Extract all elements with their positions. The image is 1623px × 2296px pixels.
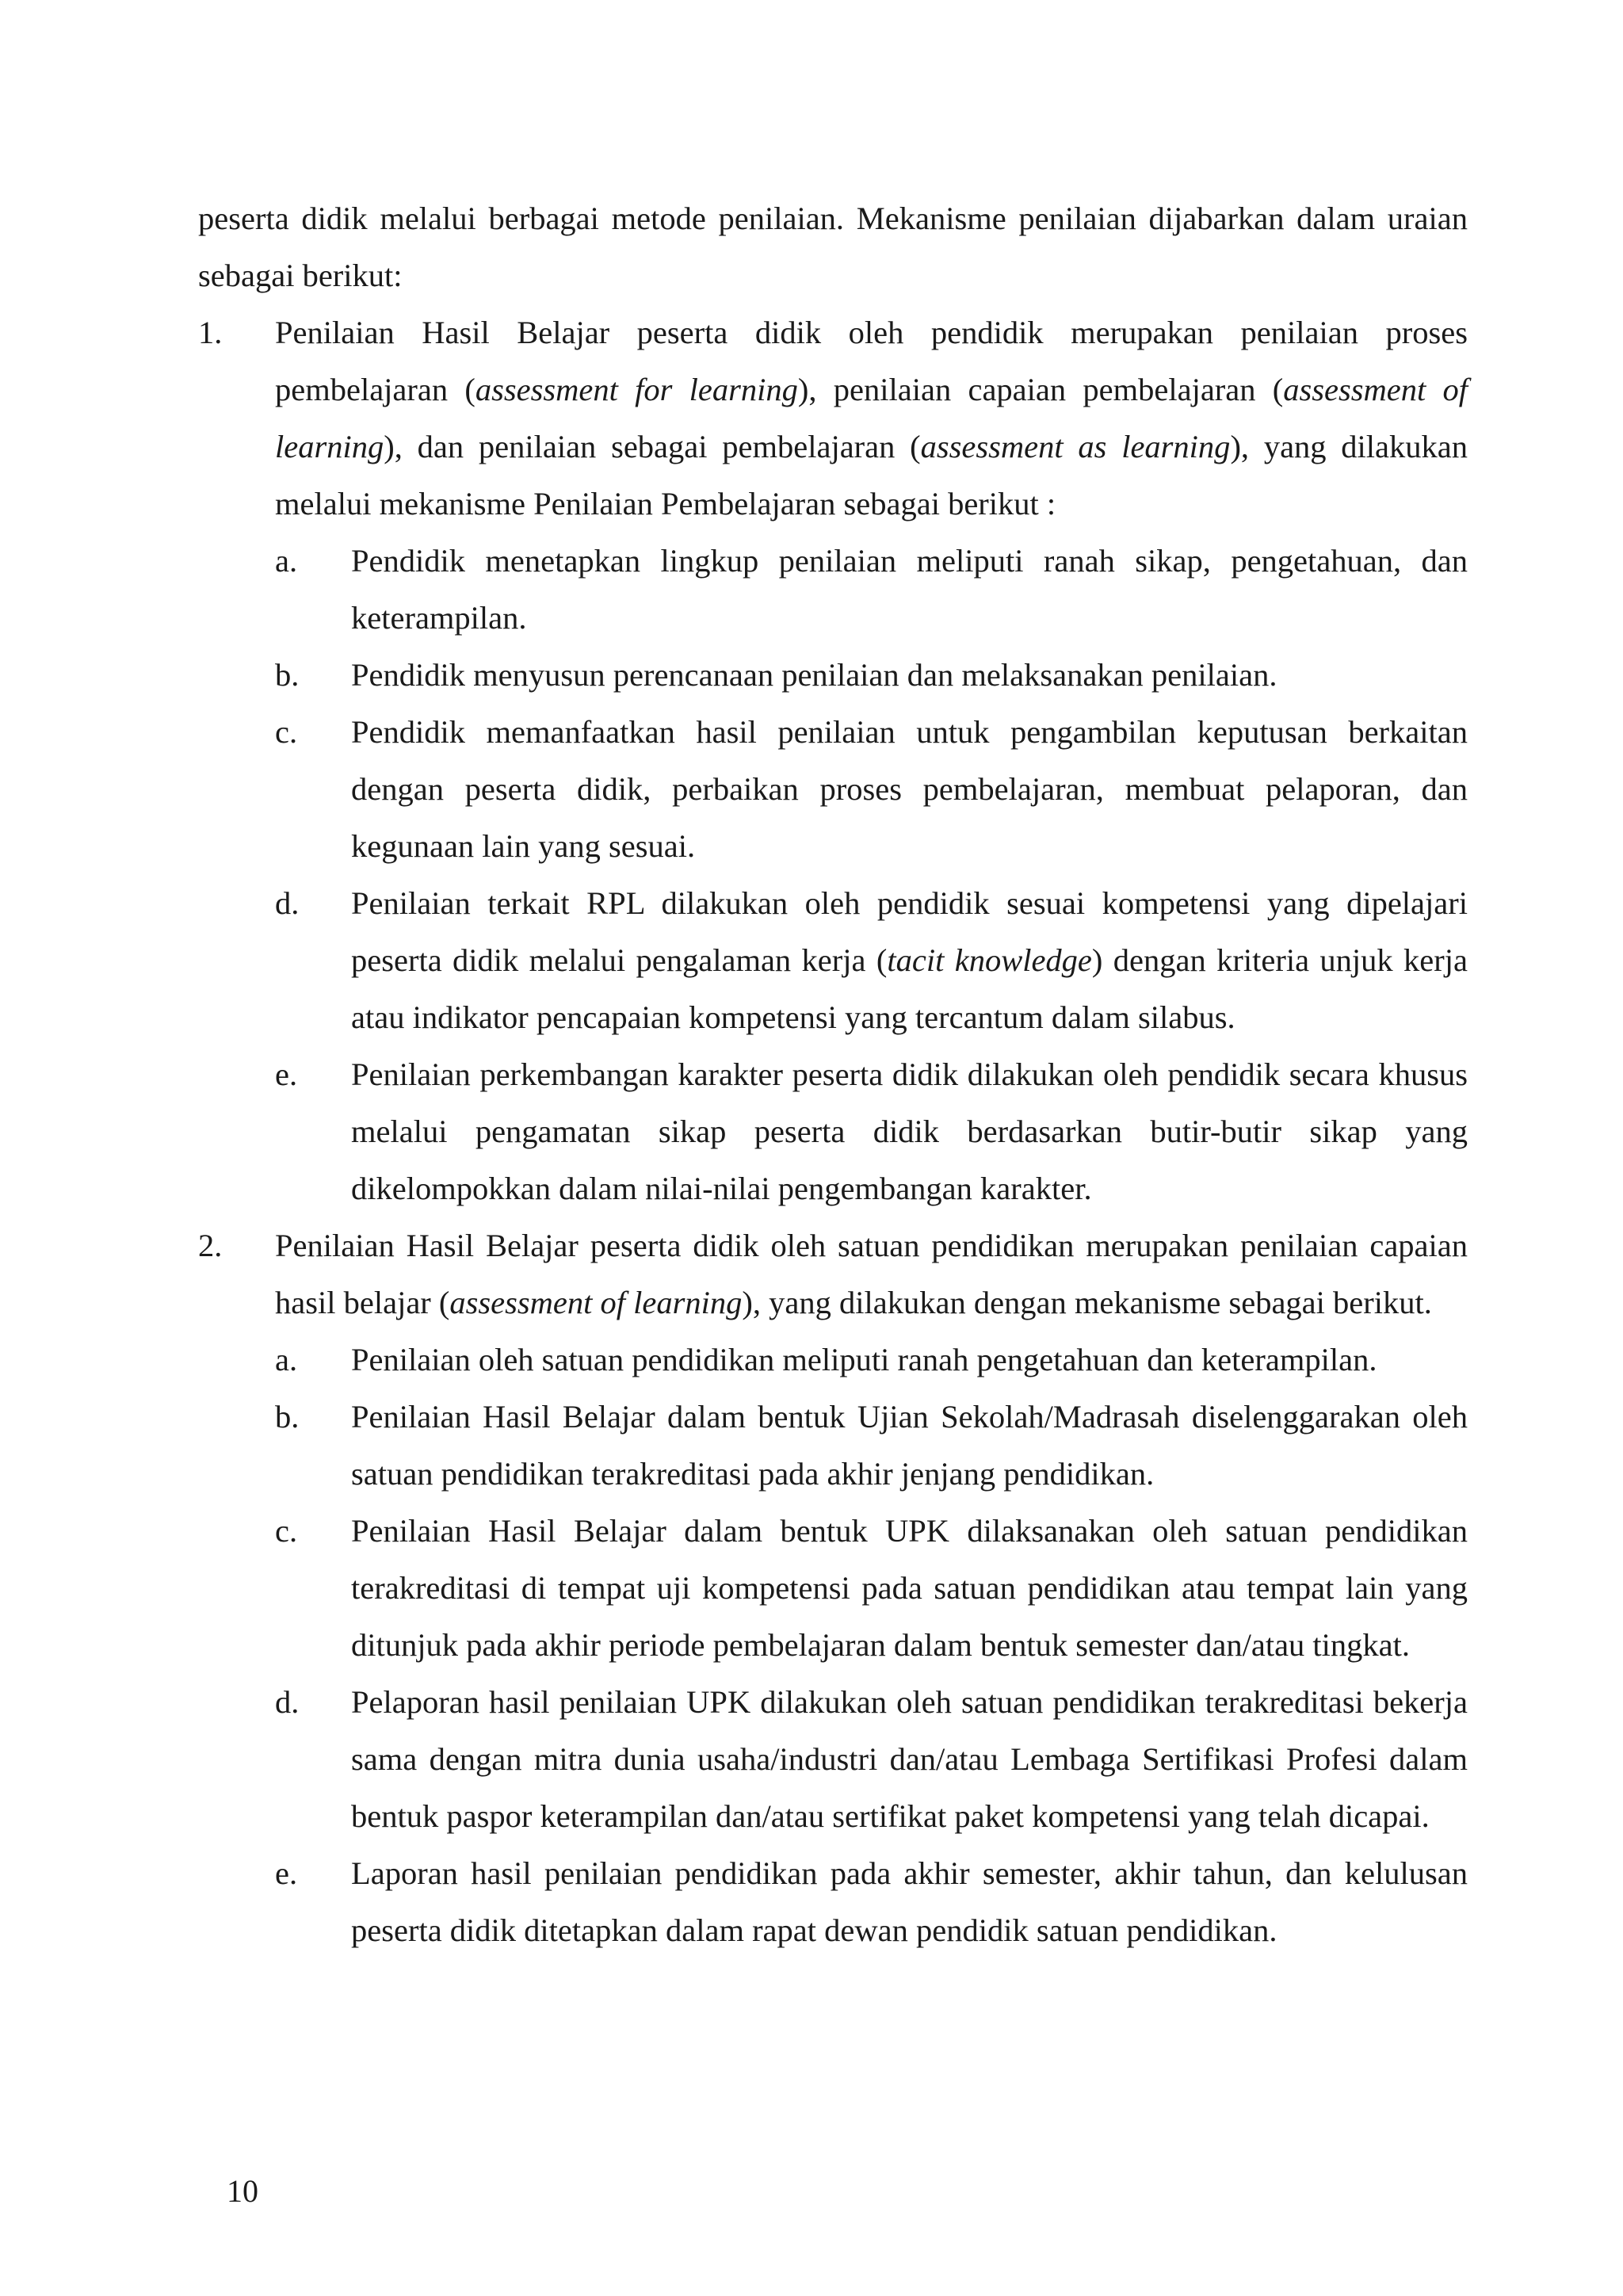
list-marker: 2. xyxy=(198,1228,223,1263)
list-item-2 xyxy=(198,1217,1468,1959)
sub-item-b xyxy=(275,647,1468,704)
sub-item-c xyxy=(275,1503,1468,1674)
sub-item-e xyxy=(275,1046,1468,1217)
sub-item-text: Penilaian terkait RPL dilakukan oleh pendidik sesuai kompetensi yang dipelajari peserta didik melalui pengalaman kerja (tacit knowledge) dengan kriteria unjuk kerja atau indikator pencapaian kompetensi yang tercantum dalam silabus. xyxy=(351,885,1468,1035)
sub-item-d xyxy=(275,875,1468,1046)
intro-paragraph: peserta didik melalui berbagai metode penilaian. Mekanisme penilaian dijabarkan dalam uraian sebagai berikut: xyxy=(198,201,1468,293)
sub-marker: d. xyxy=(275,885,300,921)
list-item-1 xyxy=(198,304,1468,1217)
sub-item-a xyxy=(275,533,1468,647)
list-marker: 1. xyxy=(198,315,223,350)
sub-marker: b. xyxy=(275,657,300,693)
sub-list xyxy=(275,1331,1468,1959)
sub-marker: e. xyxy=(275,1056,298,1092)
list-item-text: Penilaian Hasil Belajar peserta didik oleh pendidik merupakan penilaian proses pembelajaran (assessment for learning), penilaian capaian pembelajaran (assessment of learning), dan penilaian sebagai pembelajaran (assessment as learning), yang dilakukan melalui mekanisme Penilaian Pembelajaran sebagai berikut : xyxy=(275,315,1468,521)
sub-item-c xyxy=(275,704,1468,875)
sub-item-text: Pelaporan hasil penilaian UPK dilakukan oleh satuan pendidikan terakreditasi bekerja sama dengan mitra dunia usaha/industri dan/atau Lembaga Sertifikasi Profesi dalam bentuk paspor keterampilan dan/atau sertifikat paket kompetensi yang telah dicapai. xyxy=(351,1684,1468,1834)
sub-marker: a. xyxy=(275,1342,298,1377)
sub-item-a xyxy=(275,1331,1468,1389)
sub-item-b xyxy=(275,1389,1468,1503)
sub-marker: c. xyxy=(275,1513,298,1549)
sub-marker: d. xyxy=(275,1684,300,1720)
sub-item-d xyxy=(275,1674,1468,1845)
sub-item-text: Penilaian oleh satuan pendidikan meliputi ranah pengetahuan dan keterampilan. xyxy=(351,1342,1377,1377)
sub-item-text: Pendidik menyusun perencanaan penilaian dan melaksanakan penilaian. xyxy=(351,657,1277,693)
page-number: 10 xyxy=(227,2173,258,2209)
sub-marker: c. xyxy=(275,714,298,750)
sub-list xyxy=(275,533,1468,1217)
sub-marker: e. xyxy=(275,1855,298,1891)
sub-item-text: Penilaian Hasil Belajar dalam bentuk UPK dilaksanakan oleh satuan pendidikan terakreditasi di tempat uji kompetensi pada satuan pendidikan atau tempat lain yang ditunjuk pada akhir periode pembelajaran dalam bentuk semester dan/atau tingkat. xyxy=(351,1513,1468,1663)
italic-term: assessment of learning xyxy=(449,1285,743,1320)
sub-item-text: Penilaian perkembangan karakter peserta didik dilakukan oleh pendidik secara khusus melalui pengamatan sikap peserta didik berdasarkan butir-butir sikap yang dikelompokkan dalam nilai-nilai pengembangan karakter. xyxy=(351,1056,1468,1206)
italic-term: assessment of learning xyxy=(275,372,1468,464)
sub-item-text: Penilaian Hasil Belajar dalam bentuk Ujian Sekolah/Madrasah diselenggarakan oleh satuan pendidikan terakreditasi pada akhir jenjang pendidikan. xyxy=(351,1399,1468,1492)
sub-item-text: Pendidik menetapkan lingkup penilaian meliputi ranah sikap, pengetahuan, dan keterampilan. xyxy=(351,543,1468,636)
sub-marker: b. xyxy=(275,1399,300,1435)
sub-marker: a. xyxy=(275,543,298,579)
italic-term: assessment as learning xyxy=(920,429,1231,464)
sub-item-text: Pendidik memanfaatkan hasil penilaian untuk pengambilan keputusan berkaitan dengan peserta didik, perbaikan proses pembelajaran, membuat pelaporan, dan kegunaan lain yang sesuai. xyxy=(351,714,1468,864)
italic-term: assessment for learning xyxy=(475,372,798,407)
document-body xyxy=(198,190,1468,1959)
sub-item-e xyxy=(275,1845,1468,1959)
sub-item-text: Laporan hasil penilaian pendidikan pada akhir semester, akhir tahun, dan kelulusan peserta didik ditetapkan dalam rapat dewan pendidik satuan pendidikan. xyxy=(351,1855,1468,1948)
list-item-text: Penilaian Hasil Belajar peserta didik oleh satuan pendidikan merupakan penilaian capaian hasil belajar (assessment of learning), yang dilakukan dengan mekanisme sebagai berikut. xyxy=(275,1228,1468,1320)
italic-term: tacit knowledge xyxy=(887,942,1092,978)
